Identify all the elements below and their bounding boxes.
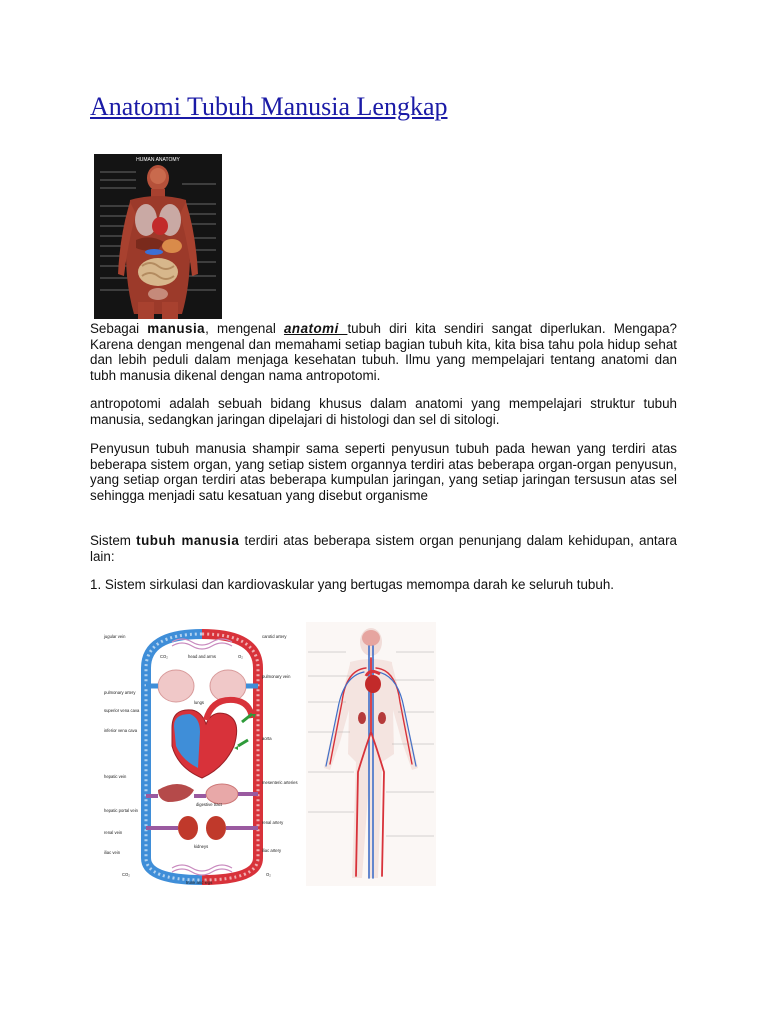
label-jugular-vein: jugular vein — [104, 634, 126, 639]
label-pulmonary-artery: pulmonary artery — [104, 690, 136, 695]
circulation-diagram — [102, 628, 302, 886]
label-inferior-vena-cava: inferior vena cava — [104, 728, 138, 733]
paragraph-intro — [90, 321, 677, 383]
label-kidneys: kidneys — [194, 844, 209, 849]
label-renal-vein: renal vein — [104, 830, 123, 835]
label-o2-top: O₂ — [238, 654, 243, 659]
paragraph-text: tubuh diri kita sendiri sangat diperlukan. Mengapa? Karena dengan mengenal dan memahami setiap bagian tubuh kita, kita bisa tahu pola hidup sehat dan lebih peduli dalam menjaga kesehatan tubuh. Ilmu yang mempelajari tentang anatomi dan tubh manusia dikenal dengan nama antropotomi. — [90, 321, 677, 383]
label-aorta: aorta — [262, 736, 272, 741]
label-carotid-artery: carotid artery — [262, 634, 287, 639]
label-head-arms: head and arms — [188, 654, 216, 659]
label-pulmonary-vein: pulmonary vein — [262, 674, 291, 679]
vascular-system-figure — [306, 622, 436, 886]
label-hepatic-portal-vein: hepatic portal vein — [104, 808, 138, 813]
paragraph-text: Sebagai — [90, 321, 148, 336]
label-mesenteric-arteries: mesenteric arteries — [262, 780, 298, 785]
label-o2-bottom: O₂ — [266, 872, 271, 877]
label-superior-vena-cava: superior vena cava — [104, 708, 140, 713]
label-renal-artery: renal artery — [262, 820, 284, 825]
label-lungs: lungs — [194, 700, 205, 705]
paragraph-text: , mengenal — [205, 321, 284, 336]
list-item-sirkulasi: 1. Sistem sirkulasi dan kardiovaskular yang bertugas memompa darah ke seluruh tubuh. — [90, 577, 614, 592]
paragraph-penyusun: Penyusun tubuh manusia shampir sama seperti penyusun tubuh pada hewan yang terdiri atas beberapa sistem organ, yang setiap sistem organnya terdiri atas beberapa organ-organ penyusun, yang setiap organ terdiri atas beberapa kumpulan jaringan, yang setiap jaringan tersusun atas sel sehingga menjadi satu kesatuan yang disebut organisme — [90, 441, 677, 503]
page-title[interactable]: Anatomi Tubuh Manusia Lengkap — [90, 92, 448, 121]
label-hepatic-vein: hepatic vein — [104, 774, 127, 779]
link-tubuh-manusia[interactable]: tubuh manusia — [136, 533, 240, 548]
anatomy-figure-heading: HUMAN ANATOMY — [136, 157, 180, 163]
paragraph-antropotomi: antropotomi adalah sebuah bidang khusus dalam anatomi yang mempelajari struktur tubuh manusia, sedangkan jaringan dipelajari di histologi dan sel di sitologi. — [90, 396, 677, 427]
paragraph-sistem — [90, 533, 677, 564]
paragraph-text: Sistem — [90, 533, 137, 548]
label-co2-top: CO₂ — [160, 654, 168, 659]
human-anatomy-figure — [94, 154, 222, 319]
link-manusia[interactable]: manusia — [147, 321, 206, 336]
link-anatomi[interactable]: anatomi — [283, 321, 348, 336]
label-iliac-artery: iliac artery — [262, 848, 282, 853]
label-co2-bottom: CO₂ — [122, 872, 130, 877]
label-digestive-tract: digestive tract — [196, 802, 222, 807]
paragraph-text: terdiri atas beberapa sistem organ penunjang dalam kehidupan, antara lain: — [90, 533, 677, 564]
label-trunk-legs: trunk and legs — [186, 880, 213, 885]
label-iliac-vein: iliac vein — [104, 850, 121, 855]
